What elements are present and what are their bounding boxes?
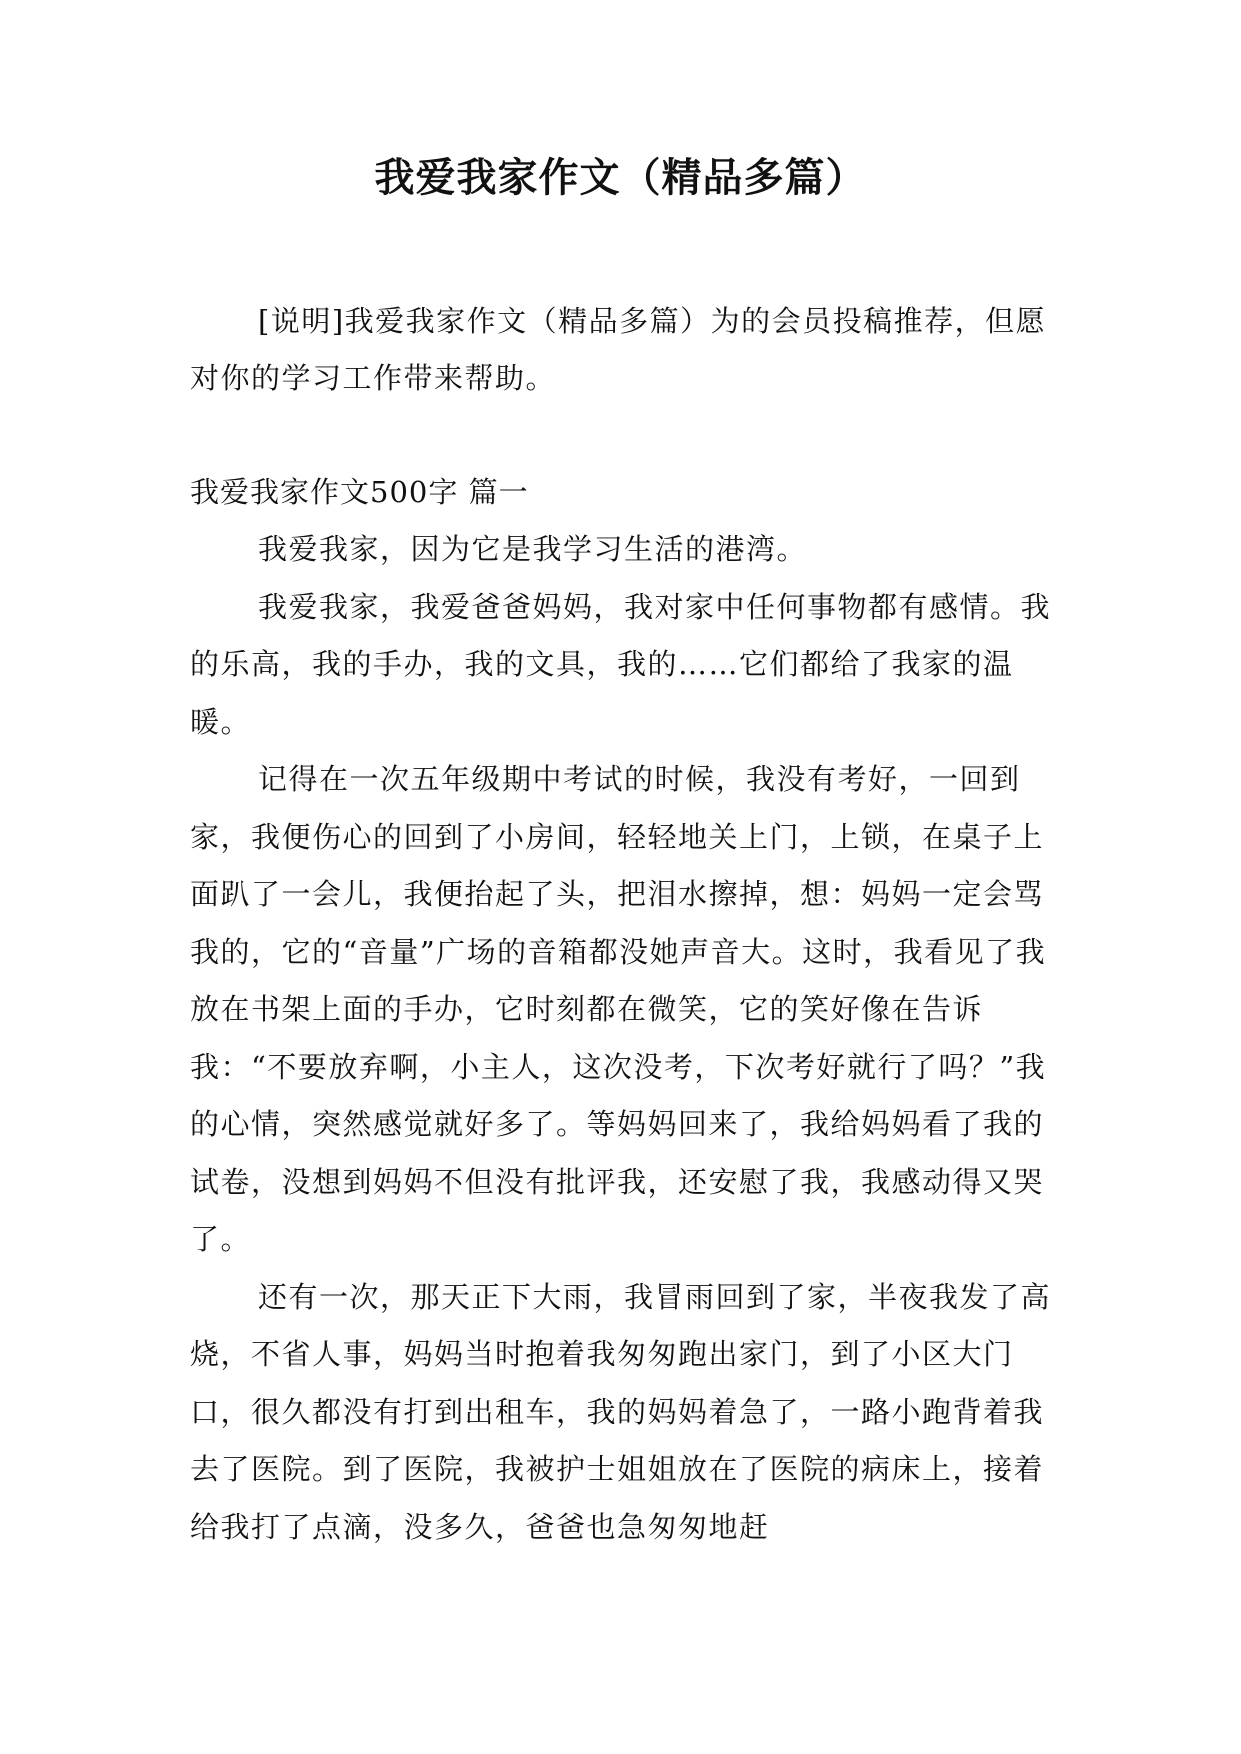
essay-paragraph: 我爱我家，我爱爸爸妈妈，我对家中任何事物都有感情。我的乐高，我的手办，我的文具，我的……它们都给了我家的温暖。 xyxy=(190,589,1052,739)
intro-paragraph: [说明]我爱我家作文（精品多篇）为的会员投稿推荐，但愿对你的学习工作带来帮助。 xyxy=(190,304,1047,395)
section-heading: 我爱我家作文500字 篇一 xyxy=(190,475,529,509)
essay-paragraph: 我爱我家，因为它是我学习生活的港湾。 xyxy=(258,532,808,566)
essay-body xyxy=(190,521,1060,1556)
document-title: 我爱我家作文（精品多篇） xyxy=(374,154,867,201)
essay-paragraph: 记得在一次五年级期中考试的时候，我没有考好，一回到家，我便伤心的回到了小房间，轻轻地关上门，上锁，在桌子上面趴了一会儿，我便抬起了头，把泪水擦掉，想：妈妈一定会骂我的，它的“音量”广场的音箱都没她声音大。这时，我看见了我放在书架上面的手办，它时刻都在微笑，它的笑好像在告诉我：“不要放弃啊，小主人，这次没考，下次考好就行了吗？”我的心情，突然感觉就好多了。等妈妈回来了，我给妈妈看了我的试卷，没想到妈妈不但没有批评我，还安慰了我，我感动得又哭了。 xyxy=(190,762,1047,1256)
essay-paragraph: 还有一次，那天正下大雨，我冒雨回到了家，半夜我发了高烧，不省人事，妈妈当时抱着我匆匆跑出家门，到了小区大门口，很久都没有打到出租车，我的妈妈着急了，一路小跑背着我去了医院。到了医院，我被护士姐姐放在了医院的病床上，接着给我打了点滴，没多久，爸爸也急匆匆地赶 xyxy=(190,1279,1052,1544)
